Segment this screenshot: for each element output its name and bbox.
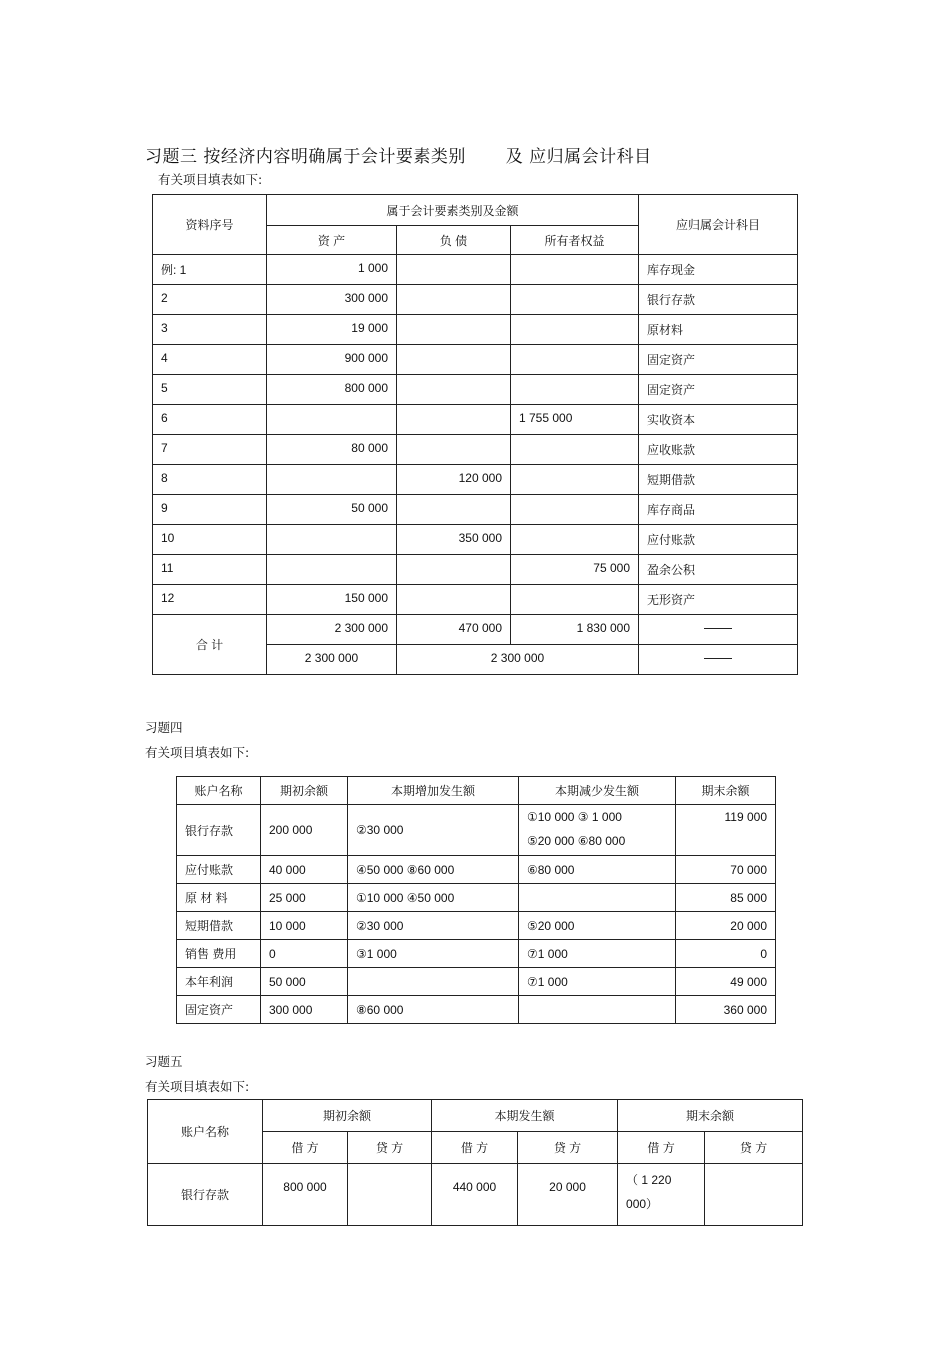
ex3-account: 盈余公积 <box>639 555 798 585</box>
table-row <box>177 940 776 968</box>
table-row <box>153 255 798 285</box>
ex4-header-name: 账户名称 <box>177 777 261 805</box>
ex4-close: 70 000 <box>676 856 776 884</box>
ex5-name: 银行存款 <box>148 1164 263 1226</box>
ex3-total-asset: 2 300 000 <box>267 615 397 645</box>
ex4-open: 300 000 <box>261 996 348 1024</box>
ex4-header-close: 期末余额 <box>676 777 776 805</box>
ex5-header-name: 账户名称 <box>148 1100 263 1164</box>
ex3-table <box>152 194 798 675</box>
dash-mark <box>704 658 732 659</box>
table-row <box>177 884 776 912</box>
ex5-header-close: 期末余额 <box>618 1100 803 1132</box>
ex4-dec-line2: ⑤20 000 ⑥80 000 <box>527 834 626 848</box>
ex4-dec: ⑥80 000 <box>519 856 676 884</box>
ex3-liability <box>397 345 511 375</box>
ex3-total-asset-sum: 2 300 000 <box>267 645 397 675</box>
ex3-title <box>145 142 652 167</box>
table-row <box>177 996 776 1024</box>
ex3-seq: 8 <box>153 465 267 495</box>
ex4-name: 短期借款 <box>177 912 261 940</box>
ex4-inc: ③1 000 <box>348 940 519 968</box>
ex4-close: 85 000 <box>676 884 776 912</box>
ex4-title: 习题四 <box>145 720 183 735</box>
ex3-asset <box>267 555 397 585</box>
table-row <box>153 345 798 375</box>
ex3-header-liability: 负 债 <box>397 226 511 255</box>
table-row <box>153 495 798 525</box>
ex3-account: 应收账款 <box>639 435 798 465</box>
ex3-header-asset: 资 产 <box>267 226 397 255</box>
ex3-account: 银行存款 <box>639 285 798 315</box>
table-row <box>177 968 776 996</box>
ex3-asset: 150 000 <box>267 585 397 615</box>
ex4-inc <box>348 968 519 996</box>
ex3-seq: 2 <box>153 285 267 315</box>
ex3-total-le-sum: 2 300 000 <box>397 645 639 675</box>
ex4-header-row <box>177 777 776 805</box>
ex3-header-account: 应归属会计科目 <box>639 195 798 255</box>
ex4-open: 0 <box>261 940 348 968</box>
ex3-liability <box>397 435 511 465</box>
ex3-account: 应付账款 <box>639 525 798 555</box>
ex5-close-credit <box>705 1164 803 1226</box>
ex3-equity <box>511 525 639 555</box>
ex3-liability <box>397 405 511 435</box>
ex3-seq: 9 <box>153 495 267 525</box>
ex5-close-debit-line2: 000） <box>626 1197 659 1211</box>
ex3-account: 固定资产 <box>639 375 798 405</box>
ex4-dec: ⑦1 000 <box>519 940 676 968</box>
ex5-subtitle: 有关项目填表如下: <box>145 1079 250 1094</box>
ex3-title-tail: 及 应归属会计科目 <box>505 147 652 167</box>
table-row <box>153 435 798 465</box>
ex3-asset: 800 000 <box>267 375 397 405</box>
ex4-inc: ②30 000 <box>348 912 519 940</box>
ex4-open: 50 000 <box>261 968 348 996</box>
ex3-seq: 5 <box>153 375 267 405</box>
ex4-name: 销售 费用 <box>177 940 261 968</box>
ex3-account: 固定资产 <box>639 345 798 375</box>
ex4-dec-line1: ①10 000 ③ 1 000 <box>527 810 622 824</box>
ex5-close-debit-line1: （ 1 220 <box>626 1173 672 1187</box>
ex4-dec <box>519 996 676 1024</box>
ex4-header-decrease: 本期减少发生额 <box>519 777 676 805</box>
ex4-close: 119 000 <box>676 805 776 856</box>
ex3-asset: 19 000 <box>267 315 397 345</box>
table-row <box>153 585 798 615</box>
table-row <box>148 1164 803 1226</box>
ex3-equity: 75 000 <box>511 555 639 585</box>
ex3-liability <box>397 255 511 285</box>
ex5-header-period: 本期发生额 <box>432 1100 618 1132</box>
ex3-total-dash-2 <box>639 645 798 675</box>
ex4-name: 应付账款 <box>177 856 261 884</box>
ex3-account: 无形资产 <box>639 585 798 615</box>
ex3-equity <box>511 345 639 375</box>
ex3-liability <box>397 495 511 525</box>
table-row <box>177 805 776 856</box>
ex3-subtitle: 有关项目填表如下: <box>158 172 263 187</box>
dash-mark <box>704 628 732 629</box>
ex4-close: 20 000 <box>676 912 776 940</box>
ex3-account: 短期借款 <box>639 465 798 495</box>
ex3-asset: 80 000 <box>267 435 397 465</box>
ex3-equity <box>511 435 639 465</box>
ex3-equity: 1 755 000 <box>511 405 639 435</box>
ex4-open: 10 000 <box>261 912 348 940</box>
ex3-header-equity: 所有者权益 <box>511 226 639 255</box>
ex3-asset <box>267 465 397 495</box>
ex3-account: 实收资本 <box>639 405 798 435</box>
table-row <box>153 525 798 555</box>
ex4-close: 49 000 <box>676 968 776 996</box>
ex4-open: 25 000 <box>261 884 348 912</box>
ex3-title-main: 习题三 按经济内容明确属于会计要素类别 <box>145 147 466 167</box>
ex3-seq: 6 <box>153 405 267 435</box>
ex3-total-equity: 1 830 000 <box>511 615 639 645</box>
ex4-close: 360 000 <box>676 996 776 1024</box>
ex3-account: 库存现金 <box>639 255 798 285</box>
ex5-close-debit-header: 借 方 <box>618 1132 705 1164</box>
ex3-liability <box>397 585 511 615</box>
ex3-asset: 900 000 <box>267 345 397 375</box>
ex3-seq: 3 <box>153 315 267 345</box>
table-row <box>153 285 798 315</box>
ex4-name: 本年利润 <box>177 968 261 996</box>
ex5-period-debit: 440 000 <box>432 1164 518 1226</box>
ex4-subtitle: 有关项目填表如下: <box>145 745 250 760</box>
table-row <box>153 555 798 585</box>
ex3-equity <box>511 495 639 525</box>
ex4-inc: ④50 000 ⑧60 000 <box>348 856 519 884</box>
ex3-liability: 120 000 <box>397 465 511 495</box>
ex3-account: 原材料 <box>639 315 798 345</box>
table-row <box>153 315 798 345</box>
ex3-total-label: 合 计 <box>153 615 267 675</box>
ex3-equity <box>511 375 639 405</box>
ex3-seq: 11 <box>153 555 267 585</box>
ex3-asset: 50 000 <box>267 495 397 525</box>
ex4-dec: ⑤20 000 <box>519 912 676 940</box>
table-row <box>153 405 798 435</box>
ex4-header-increase: 本期增加发生额 <box>348 777 519 805</box>
ex3-header-group: 属于会计要素类别及金额 <box>267 195 639 226</box>
ex3-total-liability: 470 000 <box>397 615 511 645</box>
ex4-dec: ⑦1 000 <box>519 968 676 996</box>
ex3-equity <box>511 255 639 285</box>
ex3-asset <box>267 405 397 435</box>
ex3-equity <box>511 285 639 315</box>
ex5-open-credit <box>348 1164 432 1226</box>
ex3-liability <box>397 315 511 345</box>
ex4-table <box>176 776 776 1024</box>
ex3-equity <box>511 585 639 615</box>
ex4-inc: ①10 000 ④50 000 <box>348 884 519 912</box>
ex5-period-debit-header: 借 方 <box>432 1132 518 1164</box>
ex3-total-row <box>153 615 798 645</box>
ex5-period-credit-header: 贷 方 <box>518 1132 618 1164</box>
ex3-liability <box>397 375 511 405</box>
ex3-seq: 10 <box>153 525 267 555</box>
ex3-liability <box>397 285 511 315</box>
ex3-liability: 350 000 <box>397 525 511 555</box>
table-row <box>153 375 798 405</box>
ex5-header-row <box>148 1100 803 1132</box>
ex3-total-dash <box>639 615 798 645</box>
table-row <box>177 856 776 884</box>
ex3-equity <box>511 315 639 345</box>
ex4-header-open: 期初余额 <box>261 777 348 805</box>
table-row <box>153 465 798 495</box>
ex5-open-debit: 800 000 <box>263 1164 348 1226</box>
ex3-body <box>153 255 798 675</box>
ex3-liability <box>397 555 511 585</box>
ex3-asset: 300 000 <box>267 285 397 315</box>
ex5-period-credit: 20 000 <box>518 1164 618 1226</box>
ex3-equity <box>511 465 639 495</box>
ex4-dec <box>519 884 676 912</box>
ex5-close-credit-header: 贷 方 <box>705 1132 803 1164</box>
ex5-open-debit-header: 借 方 <box>263 1132 348 1164</box>
ex5-title: 习题五 <box>145 1054 183 1069</box>
ex3-seq: 7 <box>153 435 267 465</box>
ex4-open: 40 000 <box>261 856 348 884</box>
ex5-table <box>147 1099 803 1226</box>
ex4-name: 固定资产 <box>177 996 261 1024</box>
ex3-seq: 4 <box>153 345 267 375</box>
ex3-seq: 12 <box>153 585 267 615</box>
ex4-open: 200 000 <box>261 805 348 856</box>
ex5-open-credit-header: 贷 方 <box>348 1132 432 1164</box>
ex4-name: 银行存款 <box>177 805 261 856</box>
ex4-close: 0 <box>676 940 776 968</box>
ex5-close-debit <box>618 1164 705 1226</box>
ex4-inc: ⑧60 000 <box>348 996 519 1024</box>
ex3-asset: 1 000 <box>267 255 397 285</box>
ex3-account: 库存商品 <box>639 495 798 525</box>
ex4-name: 原 材 料 <box>177 884 261 912</box>
ex4-dec <box>519 805 676 856</box>
ex3-seq: 例: 1 <box>153 255 267 285</box>
ex3-asset <box>267 525 397 555</box>
ex3-header-seq: 资料序号 <box>153 195 267 255</box>
table-row <box>177 912 776 940</box>
ex5-header-open: 期初余额 <box>263 1100 432 1132</box>
ex4-inc: ②30 000 <box>348 805 519 856</box>
